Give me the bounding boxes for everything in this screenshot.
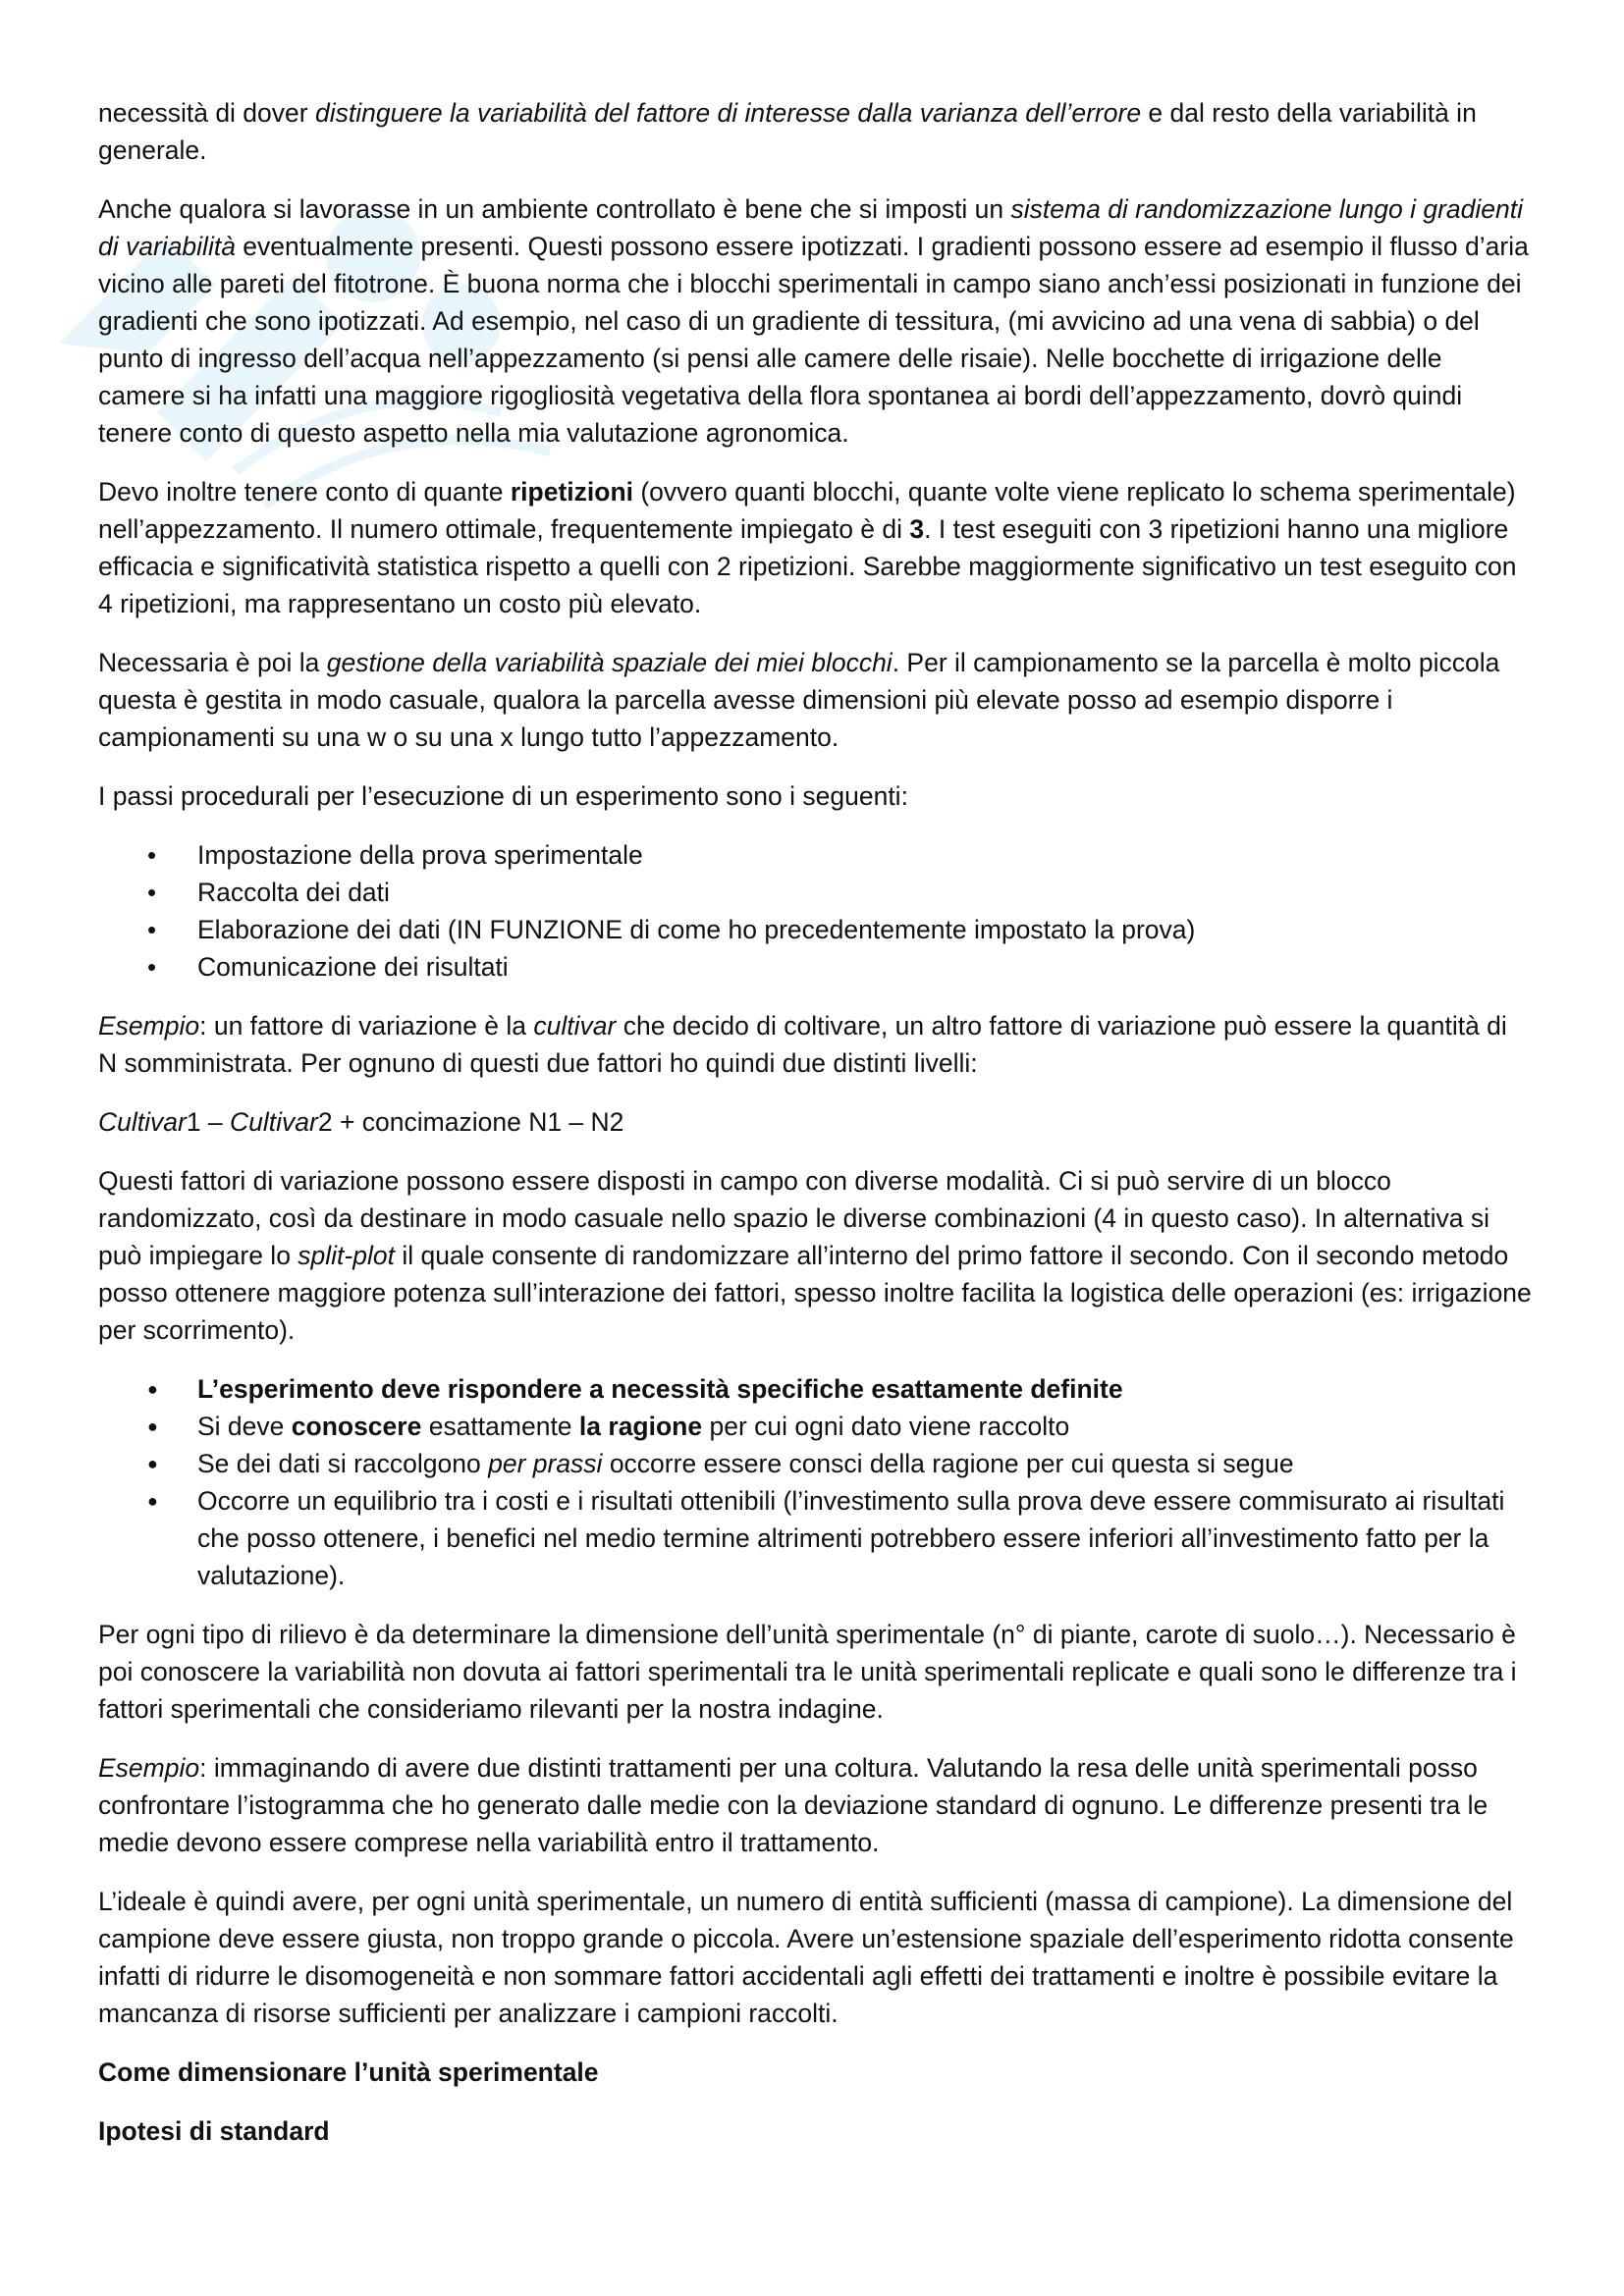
list-item: ● Occorre un equilibrio tra i costi e i risultati ottenibili (l’investimento sulla prova deve essere commisurato ai risultati che posso ottenere, i benefici nel medio termine altrimenti potrebbero essere inferiori all’investimento fatto per la valutazione).	[98, 1482, 1532, 1594]
paragraph-4: Necessaria è poi la gestione della variabilità spaziale dei miei blocchi. Per il campionamento se la parcella è molto piccola questa è gestita in modo casuale, qualora la parcella avesse dimensioni più elevate posso ad esempio disporre i campionamenti su una w o su una x lungo tutto l’appezzamento.	[98, 648, 1500, 752]
paragraph-10: Esempio: immaginando di avere due distinti trattamenti per una coltura. Valutando la resa delle unità sperimentali posso confrontare l’istogramma che ho generato dalle medie con la deviazione standard di ognuno. Le differenze presenti tra le medie devono essere comprese nella variabilità entro il trattamento.	[98, 1753, 1489, 1857]
list-item: • Raccolta dei dati	[98, 874, 1532, 911]
paragraph-3: Devo inoltre tenere conto di quante ripetizioni (ovvero quanti blocchi, quante volte viene replicato lo schema sperimentale) nell’appezzamento. Il numero ottimale, frequentemente impiegato è di 3. I test eseguiti con 3 ripetizioni hanno una migliore efficacia e significatività statistica rispetto a quelli con 2 ripetizioni. Sarebbe maggiormente significativo un test eseguito con 4 ripetizioni, ma rappresentano un costo più elevato.	[98, 477, 1517, 618]
paragraph-11: L’ideale è quindi avere, per ogni unità sperimentale, un numero di entità sufficienti (massa di campione). La dimensione del campione deve essere giusta, non troppo grande o piccola. Avere un’estensione spaziale dell’esperimento ridotta consente infatti di ridurre le disomogeneità e non sommare fattori accidentali agli effetti dei trattamenti e inoltre è possibile evitare la mancanza di risorse sufficienti per analizzare i campioni raccolti.	[98, 1887, 1514, 2028]
list-item: ● Se dei dati si raccolgono per prassi occorre essere consci della ragione per cui questa si segue	[98, 1445, 1532, 1482]
paragraph-6: Esempio: un fattore di variazione è la cultivar che decido di coltivare, un altro fattore di variazione può essere la quantità di N somministrata. Per ognuno di questi due fattori ho quindi due distinti livelli:	[98, 1011, 1507, 1078]
paragraph-9: Per ogni tipo di rilievo è da determinare la dimensione dell’unità sperimentale (n° di piante, carote di suolo…). Necessario è poi conoscere la variabilità non dovuta ai fattori sperimentali tra le unità sperimentali replicate e quali sono le differenze tra i fattori sperimentali che consideriamo rilevanti per la nostra indagine.	[98, 1620, 1517, 1724]
paragraph-5: I passi procedurali per l’esecuzione di un esperimento sono i seguenti:	[98, 781, 908, 811]
section-heading: Ipotesi di standard	[98, 2116, 330, 2146]
list-item: • Comunicazione dei risultati	[98, 948, 1532, 986]
requirements-list	[98, 1370, 1532, 1594]
list-item: ● Si deve conoscere esattamente la ragione per cui ogni dato viene raccolto	[98, 1408, 1532, 1445]
paragraph-7: Cultivar1 – Cultivar2 + concimazione N1 – N2	[98, 1107, 624, 1137]
paragraph-1: necessità di dover distinguere la variabilità del fattore di interesse dalla varianza dell’errore e dal resto della variabilità in generale.	[98, 98, 1477, 165]
procedure-list	[98, 836, 1532, 986]
paragraph-8: Questi fattori di variazione possono essere disposti in campo con diverse modalità. Ci si può servire di un blocco randomizzato, così da destinare in modo casuale nello spazio le diverse combinazioni (4 in questo caso). In alternativa si può impiegare lo split-plot il quale consente di randomizzare all’interno del primo fattore il secondo. Con il secondo metodo posso ottenere maggiore potenza sull’interazione dei fattori, spesso inoltre facilita la logistica delle operazioni (es: irrigazione per scorrimento).	[98, 1166, 1532, 1345]
section-heading: Come dimensionare l’unità sperimentale	[98, 2057, 599, 2087]
paragraph-2: Anche qualora si lavorasse in un ambiente controllato è bene che si imposti un sistema di randomizzazione lungo i gradienti di variabilità eventualmente presenti. Questi possono essere ipotizzati. I gradienti possono essere ad esempio il flusso d’aria vicino alle pareti del fitotrone. È buona norma che i blocchi sperimentali in campo siano anch’essi posizionati in funzione dei gradienti che sono ipotizzati. Ad esempio, nel caso di un gradiente di tessitura, (mi avvicino ad una vena di sabbia) o del punto di ingresso dell’acqua nell’appezzamento (si pensi alle camere delle risaie). Nelle bocchette di irrigazione delle camere si ha infatti una maggiore rigogliosità vegetativa della flora spontanea ai bordi dell’appezzamento, dovrò quindi tenere conto di questo aspetto nella mia valutazione agronomica.	[98, 194, 1529, 448]
document-page	[98, 94, 1532, 2171]
list-item: • Elaborazione dei dati (IN FUNZIONE di come ho precedentemente impostato la prova)	[98, 911, 1532, 948]
list-item: ● L’esperimento deve rispondere a necessità specifiche esattamente definite	[98, 1370, 1532, 1408]
list-item: • Impostazione della prova sperimentale	[98, 836, 1532, 874]
